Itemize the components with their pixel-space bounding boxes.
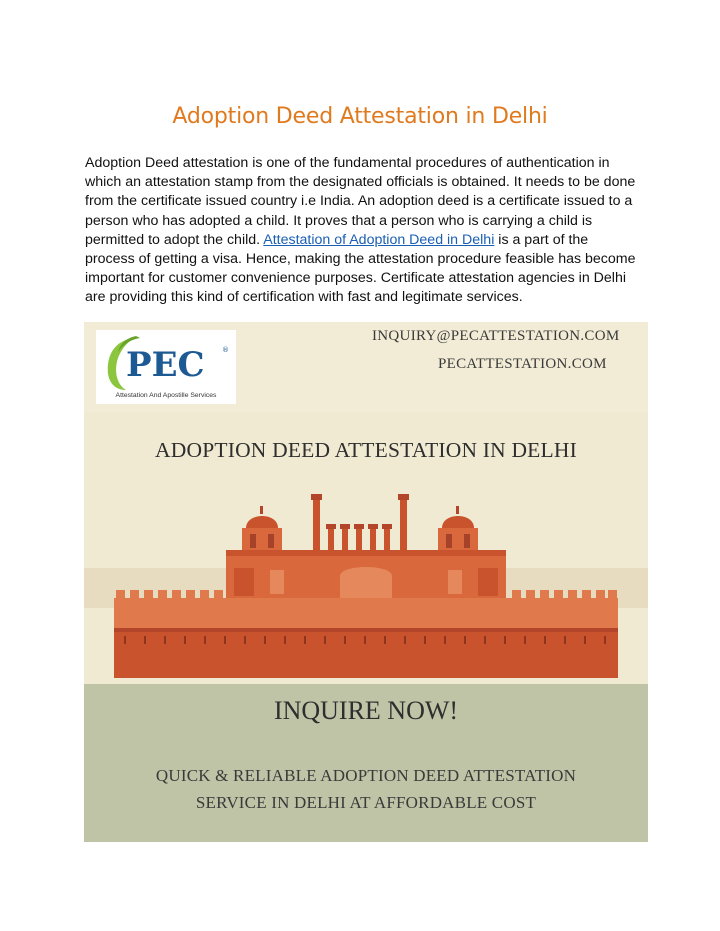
promo-banner (84, 322, 648, 842)
banner-headline: ADOPTION DEED ATTESTATION IN DELHI (155, 438, 577, 462)
contact-email: INQUIRY@PECATTESTATION.COM (372, 328, 620, 344)
pec-logo-icon (96, 330, 236, 392)
tagline-line-2: SERVICE IN DELHI AT AFFORDABLE COST (195, 793, 537, 812)
page-title: Adoption Deed Attestation in Delhi (172, 104, 548, 129)
contact-website: PECATTESTATION.COM (438, 356, 607, 372)
logo-subtitle: Attestation And Apostille Services (115, 392, 217, 399)
banner-tagline (84, 762, 648, 816)
adoption-deed-attestation-link[interactable]: Attestation of Adoption Deed in Delhi (263, 231, 495, 248)
inquire-now-heading: INQUIRE NOW! (273, 696, 459, 725)
red-fort-illustration (84, 472, 648, 684)
intro-paragraph (85, 154, 641, 308)
registered-mark: ® (222, 346, 229, 354)
pec-logo (96, 330, 236, 404)
logo-text: PEC (126, 345, 205, 385)
paragraph-text-start: Adoption Deed attestation is one of the fundamental procedures of authentication in which an attestation stamp from the designated officials is obtained. It needs to be done from the certificate issued country i.e India. An adoption deed is a certificate issued to a person who has adopted a child. It proves that a person who is carrying a child is permitted to adopt the child. (85, 155, 636, 248)
tagline-line-1: QUICK & RELIABLE ADOPTION DEED ATTESTATION (155, 766, 577, 785)
paragraph-text-end: is a part of the process of getting a visa. Hence, making the attestation procedure feasible has become important for customer convenience purposes. Certificate attestation agencies in Delhi are providing this kind of certification with fast and legitimate services. (85, 231, 636, 306)
